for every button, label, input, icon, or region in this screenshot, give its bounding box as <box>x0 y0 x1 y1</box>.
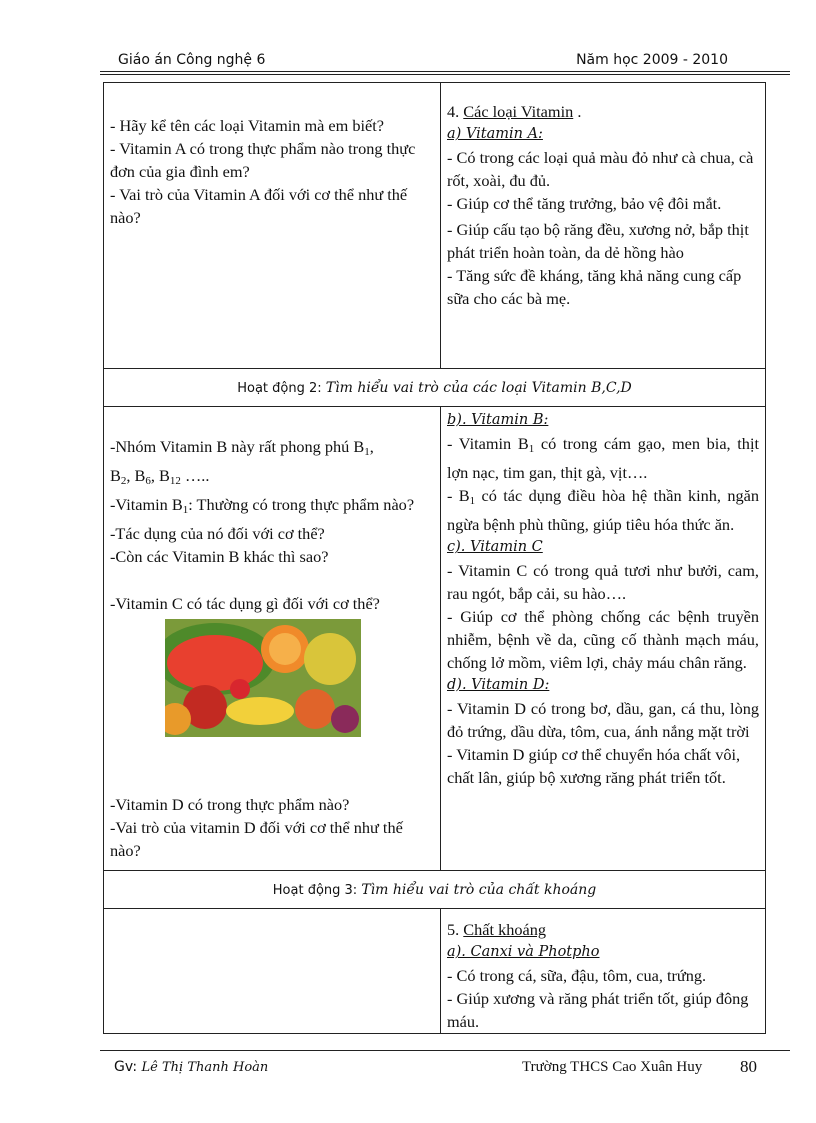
teacher-questions-cell <box>104 909 441 1034</box>
content-line: - Vitamin C có trong quả tươi như bưởi, cam, rau ngót, bắp cải, su hào…. <box>447 561 759 603</box>
page-header <box>100 52 790 72</box>
content-line: - Có trong các loại quả màu đỏ như cà chua, cà rốt, xoài, đu đủ. <box>447 148 754 190</box>
grapes <box>331 705 359 733</box>
orange-slice <box>269 633 301 665</box>
question-line: -Vitamin D có trong thực phẩm nào? <box>110 795 350 814</box>
header-rule-2 <box>100 74 790 75</box>
question-line: $B_2$, $B_6$, $B_{12}$ ….. <box>110 466 210 487</box>
section-title: Các loại Vitamin <box>463 102 574 121</box>
subsection-title: c). Vitamin C <box>447 539 543 555</box>
content-line: - Giúp cấu tạo bộ răng đều, xương nở, bắp thịt phát triển hoàn toàn, da dẻ hồng hào <box>447 220 749 262</box>
melon <box>304 633 356 685</box>
content-line: - Có trong cá, sữa, đậu, tôm, cua, trứng. <box>447 966 707 985</box>
content-line: - $B_1$ có tác dụng điều hòa hệ thần kinh, ngăn ngừa bệnh phù thũng, giúp tiêu hóa thức ăn. <box>447 486 759 534</box>
lesson-table <box>103 82 766 1034</box>
school-name: Trường THCS Cao Xuân Huy <box>522 1059 703 1075</box>
activity-label: Hoạt động 2: <box>237 381 326 396</box>
row-activity-2 <box>104 369 766 407</box>
subsection-title: a) Vitamin A: <box>447 126 543 142</box>
question-line: - Vai trò của Vitamin A đối với cơ thể như thế nào? <box>110 185 408 227</box>
footer-rule <box>100 1050 790 1051</box>
content-line: - Giúp xương và răng phát triển tốt, giúp đông máu. <box>447 989 749 1031</box>
question-line: - Hãy kể tên các loại Vitamin mà em biết? <box>110 116 385 135</box>
content-line: - Tăng sức đề kháng, tăng khả năng cung cấp sữa cho các bà mẹ. <box>447 266 742 308</box>
activity-2-banner <box>104 369 766 407</box>
question-line: -Vitamin C có tác dụng gì đối với cơ thể? <box>110 594 380 613</box>
question-line: -Nhóm Vitamin B này rất phong phú $B_1$, <box>110 437 374 458</box>
content-line: - Vitamin $B_1$ có trong cám gạo, men bia, thịt lợn nạc, tim gan, thịt gà, vịt…. <box>447 434 759 482</box>
row-vitamin-bcd <box>104 407 766 871</box>
watermelon-flesh <box>167 635 263 691</box>
header-school-year: Năm học 2009 - 2010 <box>576 52 728 68</box>
section-heading: 4. Các loại Vitamin . <box>447 102 582 121</box>
activity-3-banner <box>104 871 766 909</box>
content-cell <box>441 909 766 1034</box>
activity-title: Tìm hiểu vai trò của các loại Vitamin B,C,D <box>325 380 632 396</box>
question-line: -Vai trò của vitamin D đối với cơ thể như thế nào? <box>110 818 403 860</box>
page-footer <box>100 1057 790 1079</box>
subsection-title: b). Vitamin B: <box>447 412 549 428</box>
header-subject: Giáo án Công nghệ 6 <box>118 52 266 68</box>
subsection-title: d). Vitamin D: <box>447 677 550 693</box>
header-rule <box>100 71 790 72</box>
teacher-questions-cell <box>104 407 441 871</box>
row-vitamin-a <box>104 83 766 369</box>
teacher-questions-cell <box>104 83 441 369</box>
row-activity-3 <box>104 871 766 909</box>
content-line: - Vitamin D giúp cơ thể chuyển hóa chất vôi, chất lân, giúp bộ xương răng phát triển tốt. <box>447 745 741 787</box>
question-line: -Tác dụng của nó đối với cơ thể? <box>110 524 325 543</box>
section-heading: 5. Chất khoáng <box>447 920 547 939</box>
content-line: - Giúp cơ thể phòng chống các bệnh truyền nhiễm, bệnh về da, cũng cố thành mạch máu, chống lở mồm, viêm lợi, chảy máu chân răng. <box>447 607 759 672</box>
content-line: - Giúp cơ thể tăng trưởng, bảo vệ đôi mắt. <box>447 194 722 213</box>
content-cell <box>441 83 766 369</box>
teacher-name: Gv: Lê Thị Thanh Hoàn <box>114 1059 269 1075</box>
page-number: 80 <box>740 1057 757 1076</box>
section-title: Chất khoáng <box>463 920 547 939</box>
activity-label: Hoạt động 3: <box>272 883 362 898</box>
strawberry <box>230 679 250 699</box>
question-line: - Vitamin A có trong thực phẩm nào trong thực đơn của gia đình em? <box>110 139 416 181</box>
grapefruit <box>295 689 335 729</box>
activity-title: Tìm hiểu vai trò của chất khoáng <box>361 882 597 898</box>
content-cell <box>441 407 766 871</box>
content-line: - Vitamin D có trong bơ, dầu, gan, cá thu, lòng đỏ trứng, dầu dừa, tôm, cua, ánh nắng mặt trời <box>447 699 759 741</box>
row-minerals <box>104 909 766 1034</box>
question-line: -Vitamin $B_1$: Thường có trong thực phẩm nào? <box>110 495 415 516</box>
fruit-vegetable-image <box>165 619 361 737</box>
subsection-title: a). Canxi và Photpho <box>447 944 600 960</box>
banana <box>226 697 294 725</box>
question-line: -Còn các Vitamin B khác thì sao? <box>110 547 329 566</box>
